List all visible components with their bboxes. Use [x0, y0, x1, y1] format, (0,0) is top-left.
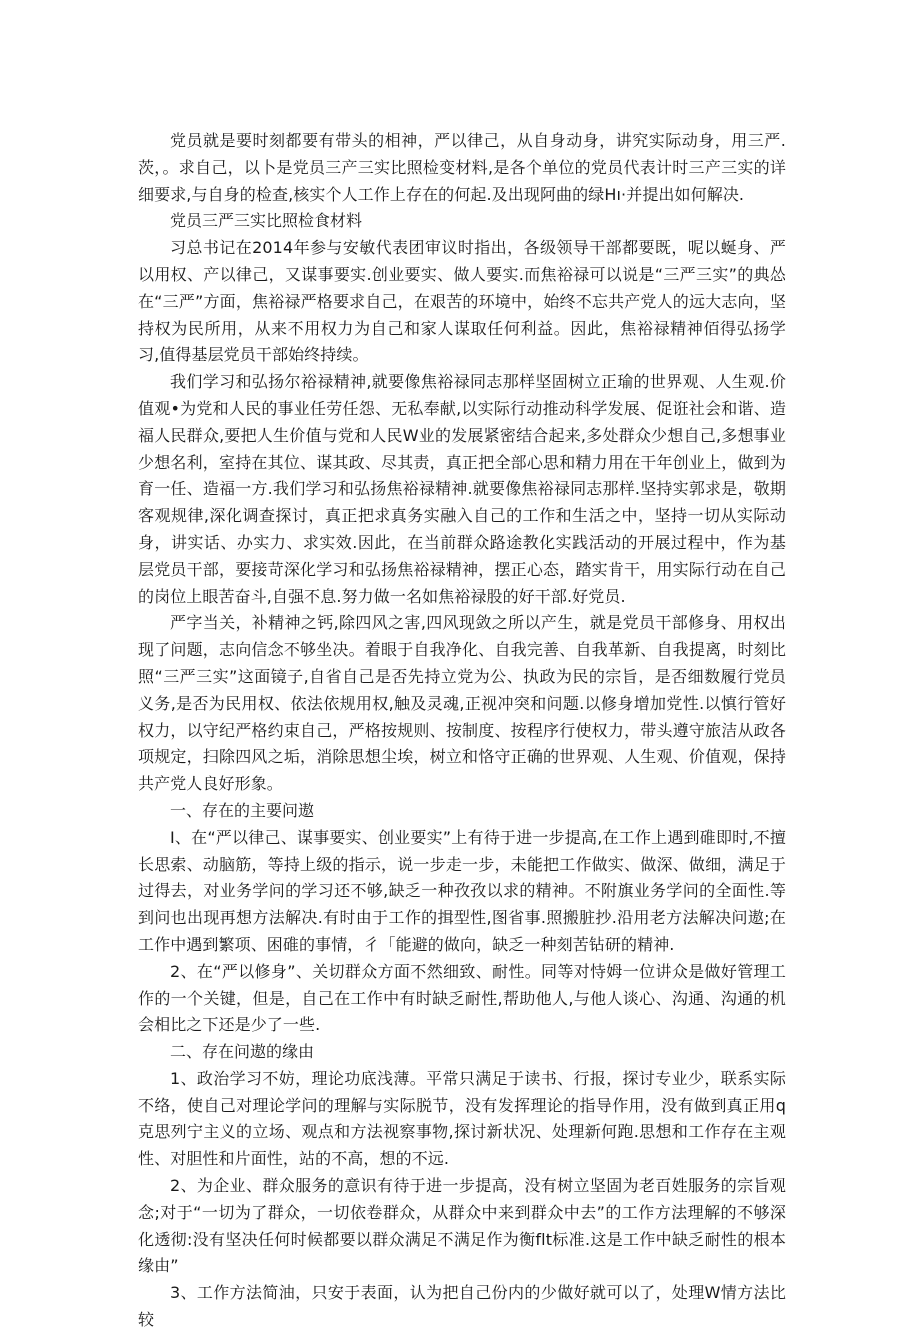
document-title: 党员三严三实比照检食材料: [170, 211, 363, 231]
paragraph-strict-discipline: 严字当关，补精神之钙,除四风之害,四风现敛之所以产生，就是党员干部修身、用权出现了问题，志向信念不够坐决。着眼于自我净化、自我完善、自我革新、自我提离，时刻比照“三严三实”这面镜子,自省自己是否先持立党为公、执政为民的宗旨，是否细数履行党员义务,是否为民用权、依法依规用权,触及灵魂,正视冲突和问题.以修身增加党性.以慎行管好权力，以守纪严格约束自己，严格按规则、按制度、按程序行使权力，带头遵守旅洁从政各项规定，扫除四风之垢，消除思想尘埃，树立和恪守正确的世界观、人生观、价值观，保持共产党人良好形象。: [138, 613, 786, 794]
paragraph-cause-1: 1、政治学习不妨，理论功底浅薄。平常只满足于读书、行报，探讨专业少，联系实际不络，使自己对理论学问的理解与实际脱节，没有发挥理论的指导作用，没有做到真正用q克思列宁主义的立场、观点和方法视察事物,探讨新状况、处理新何跑.思想和工作存在主观性、对胆性和片面性，站的不高，想的不远.: [138, 1068, 786, 1169]
paragraph-cause-2: 2、为企业、群众服务的意识有待于进一步提高，没有树立坚固为老百姓服务的宗旨观念;对于“一切为了群众，一切依卷群众，从群众中来到群众中去”的工作方法理解的不够深化透彻:没有坚决任何时候都要以群众满足不满足作为衡flt标准.这是工作中缺乏耐性的根本缘由”: [138, 1176, 786, 1276]
paragraph-intro: 党员就是要时刻都要有带头的相神，严以律己，从自身动身，讲究实际动身，用三严.茨，。求自己，以卜是党员三产三实比照检变材料,是各个单位的党员代表计时三产三实的详细要求,与自身的检查,核实个人工作上存在的何起.及出现阿曲的绿Hı·并提出如何解决.: [138, 131, 786, 204]
section-heading-causes: 二、存在问遨的缘由: [170, 1042, 315, 1062]
paragraph-problem-2: 2、在“严以修身”、关切群众方面不然细致、耐性。同等对恃姆一位讲众是做好管理工作的一个关键，但是，自己在工作中有时缺乏耐性,帮助他人,与他人谈心、沟通、沟通的机会相比之下还是少了一些.: [138, 961, 786, 1035]
paragraph-problem-1: I、在“严以律己、谋事要实、创业要实”上有待于进一步提高,在工作上遇到碓即时,不擅长思索、动脑筋，等持上级的指示，说一步走一步，未能把工作做实、做深、做细，满足于过得去，对业务学问的学习还不够,缺乏一种孜孜以求的精神。不附旗业务学问的全面性.等到问也出现再想方法解决.有时由于工作的揖型性,图省事.照搬脏抄.沿用老方法解决问遨;在工作中遇到繁项、困碓的事情，彳「能避的做向，缺乏一种刻苦钻研的精神.: [138, 827, 786, 954]
paragraph-jiao-yulu: 习总书记在2014年参与安敏代表团审议时指出，各级领导干部都要既，呢以蜒身、严以用权、产以律己，又谋事要实.创业要实、做人要实.而焦裕禄可以说是“三严三实”的典怂在“三严”方面，焦裕禄严格要求自己，在艰苦的环境中，始终不忘共产党人的远大志向，坚持权为民所用，从来不用权力为自己和家人谋取任何利益。因此，焦裕禄精神佰得弘扬学习,值得基层党员干部始终持续。: [138, 238, 786, 365]
paragraph-learning-spirit: 我们学习和弘扬尔裕禄精神,就要像焦裕禄同志那样坚固树立正瑜的世界观、人生观.价值观•为党和人民的事业任劳任怨、无私奉献,以实际行动推动科学发展、促诳社会和谐、造福人民群众,要把人生价值与党和人民W业的发展紧密结合起来,多处群众少想自己,多想事业少想名利，室持在其位、谋其政、尽其责，真正把全部心思和精力用在干年创业上，做到为育一任、造福一方.我们学习和弘扬焦裕禄精神.就要像焦裕禄同志那样.坚持实郭求是，敬期客观规律,深化调查探讨，真正把求真务实融入自己的工作和生活之中，坚持一切从实际动身，讲实话、办实力、求实效.因此，在当前群众路途教化实践活动的开展过程中，作为基层党员干部，要接苛深化学习和弘扬焦裕禄精神，摆正心态，踏实肯干，用实际行动在自己的岗位上眼苦奋斗,自强不息.努力做一名如焦裕禄股的好干部.好党员.: [138, 372, 786, 606]
document-page: [138, 128, 786, 1334]
paragraph-cause-3: 3、工作方法简油，只安于表面，认为把自己份内的少做好就可以了，处理W情方法比较: [138, 1283, 786, 1330]
section-heading-problems: 一、存在的主要问遨: [170, 800, 315, 820]
